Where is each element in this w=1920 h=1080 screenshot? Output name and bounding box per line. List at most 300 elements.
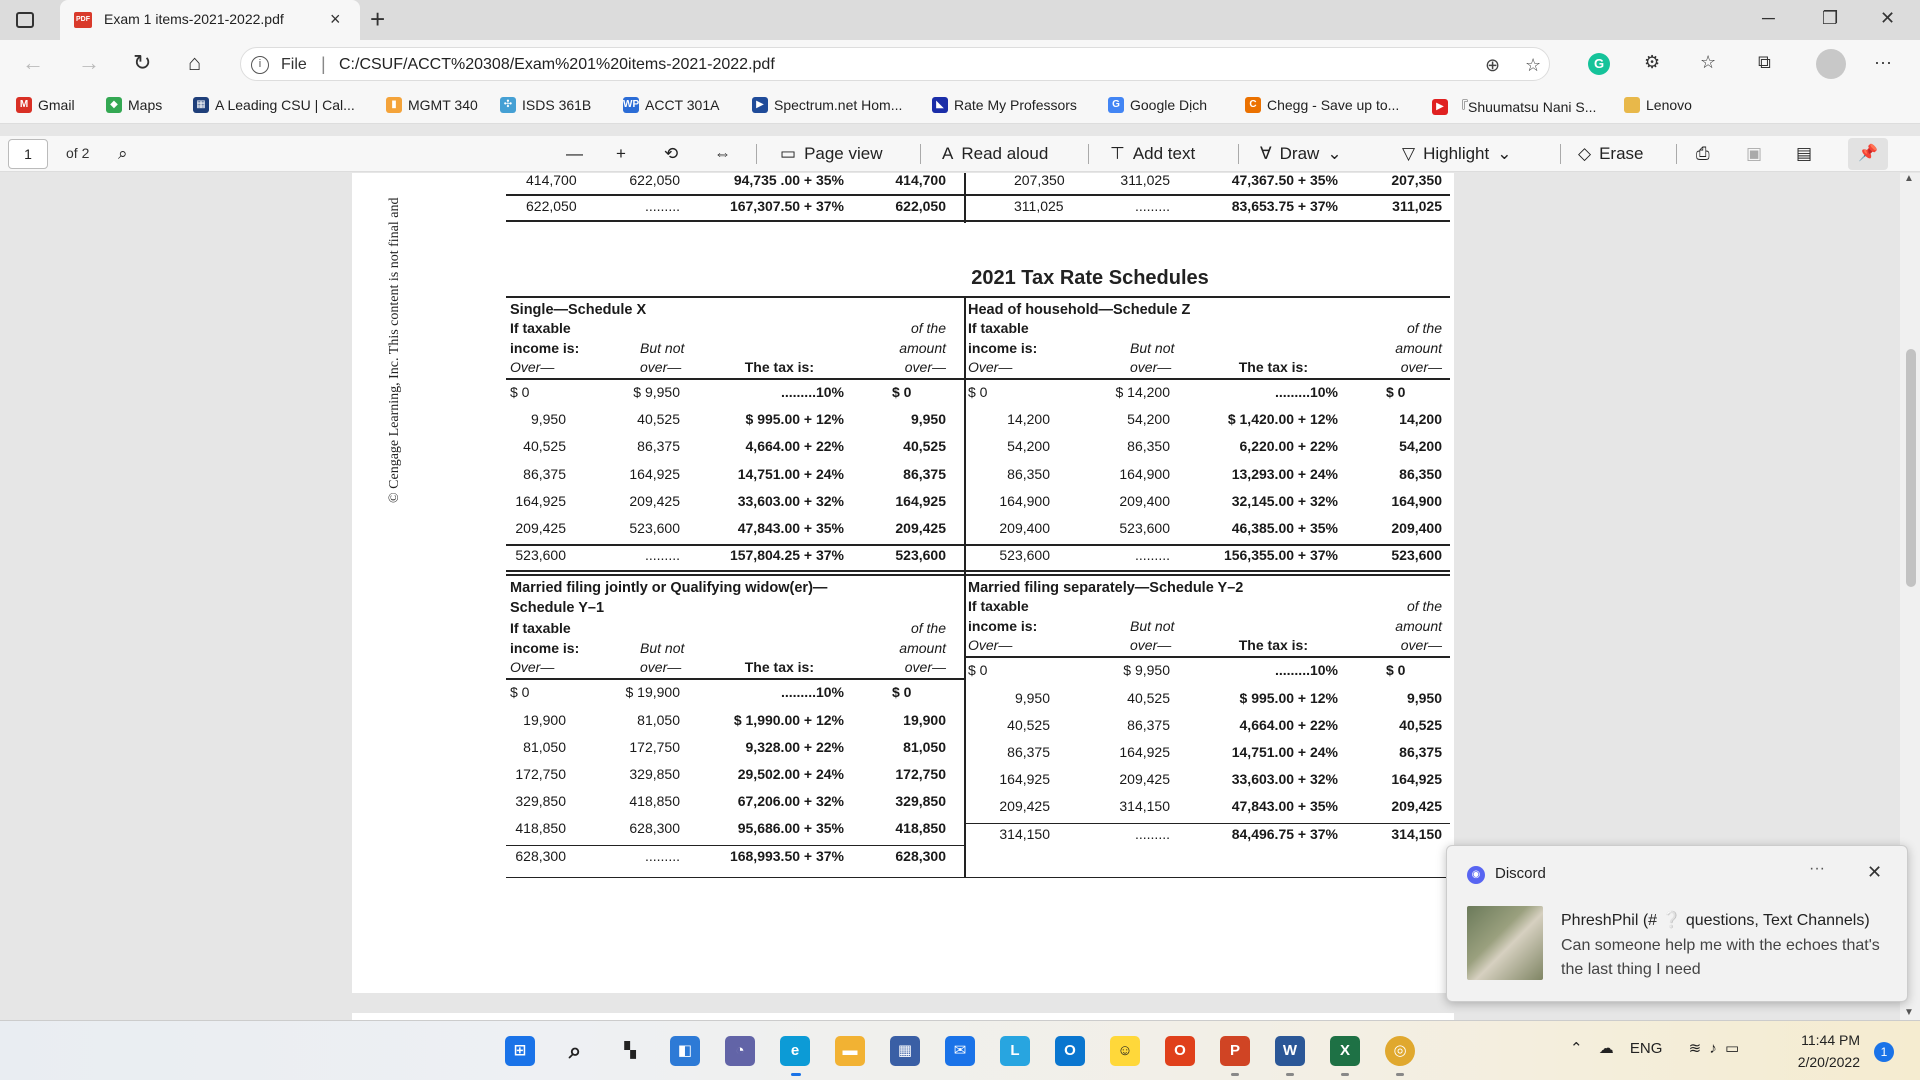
table-cell: 523,600 bbox=[1119, 520, 1170, 536]
section-rule bbox=[506, 570, 1450, 572]
battery-icon[interactable]: ▭ bbox=[1725, 1040, 1740, 1057]
pdf-file-icon: PDF bbox=[74, 12, 92, 28]
header-label: amount bbox=[1395, 618, 1442, 635]
table-cell: ......... bbox=[644, 847, 680, 864]
table-cell: 19,900 bbox=[523, 711, 566, 728]
table-divider bbox=[964, 173, 966, 223]
chevron-down-icon[interactable]: ⌄ bbox=[1327, 144, 1342, 163]
notification-badge[interactable]: 1 bbox=[1874, 1042, 1894, 1062]
erase-button[interactable] bbox=[1578, 144, 1644, 164]
table-cell: 209,425 bbox=[1119, 771, 1170, 788]
table-cell: 40,525 bbox=[523, 438, 566, 455]
table-cell: 14,200 bbox=[1399, 411, 1442, 428]
profile-avatar[interactable] bbox=[1816, 49, 1846, 79]
address-bar[interactable] bbox=[240, 47, 1550, 81]
home-icon[interactable]: ⌂ bbox=[188, 50, 202, 75]
store-icon[interactable]: ▦ bbox=[890, 1036, 920, 1066]
schedule-name: Head of household—Schedule Z bbox=[968, 302, 1191, 318]
top-row-cell: 414,700 bbox=[895, 173, 946, 188]
favorite-label: MGMT 340 bbox=[408, 97, 478, 113]
table-cell: 164,925 bbox=[895, 492, 946, 509]
gmail-icon: M bbox=[16, 97, 32, 113]
table-cell: 81,050 bbox=[523, 738, 566, 755]
favorite-label: Chegg - Save up to... bbox=[1267, 97, 1400, 113]
header-label: of the bbox=[910, 620, 946, 637]
table-cell: 86,350 bbox=[1127, 438, 1170, 455]
table-cell: 9,950 bbox=[1014, 689, 1050, 706]
table-cell: 95,686.00 + 35% bbox=[737, 820, 844, 837]
header-label: over— bbox=[640, 359, 682, 375]
draw-button[interactable] bbox=[1260, 144, 1342, 164]
table-cell: 209,425 bbox=[999, 798, 1050, 815]
table-cell: 9,950 bbox=[910, 411, 946, 428]
edge-icon[interactable]: e bbox=[780, 1036, 810, 1066]
favorite-label: Rate My Professors bbox=[954, 97, 1077, 113]
add-text-button[interactable] bbox=[1110, 144, 1195, 164]
lync-icon[interactable]: L bbox=[1000, 1036, 1030, 1066]
header-label: The tax is: bbox=[744, 659, 814, 676]
table-cell: 418,850 bbox=[629, 793, 680, 810]
favorite-label: ACCT 301A bbox=[645, 97, 720, 113]
read-aloud-button[interactable] bbox=[942, 144, 1048, 164]
table-cell: $ 0 bbox=[1386, 662, 1406, 679]
table-rule bbox=[506, 194, 1450, 196]
powerpoint-icon[interactable]: P bbox=[1220, 1036, 1250, 1066]
table-cell: $ 1,420.00 + 12% bbox=[1227, 411, 1338, 428]
table-cell: 13,293.00 + 24% bbox=[1231, 465, 1338, 482]
table-cell: $ 0 bbox=[968, 662, 988, 679]
toolbar-divider bbox=[920, 144, 921, 164]
highlight-icon: ▽ bbox=[1402, 144, 1416, 163]
table-cell: 523,600 bbox=[629, 520, 680, 536]
favorite-label: Google Dịch bbox=[1130, 97, 1208, 113]
outlook-icon[interactable]: O bbox=[1055, 1036, 1085, 1066]
header-label: But not bbox=[1130, 618, 1175, 635]
wifi-icon[interactable]: ≋ bbox=[1688, 1040, 1702, 1057]
draw-label: Draw bbox=[1279, 144, 1320, 163]
teams-chat-icon[interactable]: ◔ bbox=[725, 1036, 755, 1066]
table-cell: 47,843.00 + 35% bbox=[737, 520, 844, 536]
page-number-input[interactable]: 1 bbox=[8, 139, 48, 169]
settings-more-button[interactable]: ··· bbox=[1874, 52, 1892, 72]
header-label: amount bbox=[899, 640, 946, 657]
table-cell: 40,525 bbox=[637, 411, 680, 428]
clock-time[interactable]: 11:44 PM bbox=[1801, 1032, 1860, 1048]
favorite-google-translate[interactable] bbox=[1108, 97, 1207, 113]
table-cell: 32,145.00 + 32% bbox=[1231, 492, 1338, 509]
page-view-icon: ▭ bbox=[780, 144, 797, 163]
top-row-cell: 414,700 bbox=[526, 173, 577, 188]
top-row-cell: 207,350 bbox=[1014, 173, 1065, 188]
schedule-top-rule bbox=[506, 574, 964, 576]
tab-strip bbox=[0, 0, 1920, 40]
tab-actions-icon[interactable] bbox=[16, 12, 34, 28]
table-cell: 9,328.00 + 22% bbox=[745, 738, 844, 755]
zoom-icon[interactable]: ⊕ bbox=[1485, 55, 1501, 75]
toolbar-divider bbox=[1088, 144, 1089, 164]
add-favorite-icon[interactable]: ☆ bbox=[1525, 55, 1542, 75]
chrome-icon[interactable]: ◎ bbox=[1385, 1036, 1415, 1066]
header-label: Over— bbox=[968, 359, 1013, 375]
table-cell: $ 19,900 bbox=[625, 684, 680, 701]
widgets-icon[interactable]: ◧ bbox=[670, 1036, 700, 1066]
table-cell: 4,664.00 + 22% bbox=[745, 438, 844, 455]
table-cell: 40,525 bbox=[1007, 716, 1050, 733]
table-cell: 329,850 bbox=[515, 793, 566, 810]
scrollbar-thumb[interactable] bbox=[1906, 349, 1916, 587]
file-label: File bbox=[281, 56, 307, 73]
navigation-bar bbox=[0, 40, 1920, 88]
table-cell: 329,850 bbox=[629, 766, 680, 782]
favorite-youtube[interactable] bbox=[1432, 97, 1596, 117]
toolbar-divider bbox=[1238, 144, 1239, 164]
header-label: If taxable bbox=[968, 320, 1029, 336]
header-label: of the bbox=[910, 320, 946, 336]
table-cell: 9,950 bbox=[530, 411, 566, 428]
notification-close-button[interactable]: ✕ bbox=[1867, 862, 1883, 882]
table-cell: 314,150 bbox=[999, 825, 1050, 842]
pdf-toolbar bbox=[0, 136, 1920, 172]
top-row-cell: ......... bbox=[1134, 198, 1170, 214]
table-cell: 628,300 bbox=[515, 847, 566, 864]
header-label: The tax is: bbox=[1238, 637, 1308, 654]
table-cell: 209,425 bbox=[629, 492, 680, 509]
game-app-icon[interactable]: ☺ bbox=[1110, 1036, 1140, 1066]
row-rule bbox=[964, 544, 1450, 546]
header-label: income is: bbox=[968, 618, 1038, 635]
minimize-button[interactable]: ─ bbox=[1762, 8, 1775, 28]
row-rule bbox=[506, 845, 964, 847]
close-window-button[interactable]: ✕ bbox=[1880, 8, 1896, 28]
header-label: But not bbox=[1130, 340, 1175, 356]
search-icon[interactable]: ⌕ bbox=[118, 144, 128, 163]
header-label: Over— bbox=[510, 359, 555, 375]
table-cell: 86,375 bbox=[523, 465, 566, 482]
favorite-label: Lenovo bbox=[1646, 97, 1692, 113]
save-as-icon[interactable]: ▤ bbox=[1796, 144, 1813, 163]
top-row-cell: 47,367.50 + 35% bbox=[1231, 173, 1338, 188]
highlight-button[interactable] bbox=[1402, 144, 1511, 164]
forward-arrow-icon[interactable]: → bbox=[78, 50, 100, 75]
favorites-icon[interactable]: ☆ bbox=[1700, 52, 1717, 72]
header-label: income is: bbox=[510, 640, 580, 657]
favorite-spectrum[interactable] bbox=[752, 97, 902, 113]
schedule-name-line2: Schedule Y–1 bbox=[510, 600, 605, 617]
save-icon[interactable]: ▣ bbox=[1746, 144, 1763, 163]
table-cell: 172,750 bbox=[895, 766, 946, 782]
clock-date[interactable]: 2/20/2022 bbox=[1797, 1054, 1860, 1070]
taskbar bbox=[0, 1020, 1920, 1080]
word-icon[interactable]: W bbox=[1275, 1036, 1305, 1066]
header-label: But not bbox=[640, 340, 685, 356]
system-tray bbox=[1570, 1039, 1739, 1057]
top-row-cell: 94,735 .00 + 35% bbox=[733, 173, 844, 188]
highlight-label: Highlight bbox=[1423, 144, 1490, 163]
table-cell: 523,600 bbox=[895, 547, 946, 564]
table-cell: $ 0 bbox=[968, 384, 988, 400]
pin-toolbar-icon[interactable]: 📌 bbox=[1848, 138, 1888, 170]
row-rule bbox=[506, 544, 964, 546]
rotate-icon[interactable]: ⟲ bbox=[664, 144, 679, 163]
rmp-icon: ◣ bbox=[932, 97, 948, 113]
table-divider bbox=[964, 574, 966, 876]
table-cell: 628,300 bbox=[895, 847, 946, 864]
extensions-icon[interactable]: ⚙ bbox=[1644, 52, 1661, 72]
discord-notification[interactable] bbox=[1446, 845, 1908, 1002]
header-label: over— bbox=[1400, 637, 1442, 654]
table-cell: 172,750 bbox=[629, 738, 680, 755]
start-icon[interactable]: ⊞ bbox=[505, 1036, 535, 1066]
table-cell: 164,900 bbox=[999, 492, 1050, 509]
table-cell: $ 0 bbox=[892, 384, 912, 400]
table-cell: $ 995.00 + 12% bbox=[1239, 689, 1338, 706]
header-rule bbox=[964, 378, 1450, 380]
table-cell: 14,751.00 + 24% bbox=[1231, 744, 1338, 760]
toolbar-divider bbox=[756, 144, 757, 164]
notification-body: Can someone help me with the echoes that's the last thing I need bbox=[1561, 937, 1880, 978]
read-aloud-label: Read aloud bbox=[961, 144, 1049, 163]
notification-app-name: Discord bbox=[1495, 865, 1546, 882]
edge-active-indicator bbox=[791, 1073, 801, 1076]
add-text-icon: ⊤ bbox=[1110, 144, 1125, 163]
scroll-up-icon[interactable]: ▲ bbox=[1904, 173, 1914, 184]
table-cell: 81,050 bbox=[637, 711, 680, 728]
table-cell: 209,425 bbox=[895, 520, 946, 536]
add-text-label: Add text bbox=[1132, 144, 1196, 163]
table-cell: 314,150 bbox=[1391, 825, 1442, 842]
favorite-folder[interactable] bbox=[1624, 97, 1692, 113]
url-separator: | bbox=[321, 54, 326, 74]
restore-button[interactable]: ❐ bbox=[1822, 8, 1839, 28]
favorite-gmail[interactable] bbox=[16, 97, 75, 113]
page-view-button[interactable] bbox=[780, 144, 883, 164]
header-rule bbox=[506, 378, 964, 380]
table-cell: $ 0 bbox=[892, 684, 912, 701]
table-cell: 209,400 bbox=[999, 520, 1050, 536]
favorite-label: Gmail bbox=[38, 97, 75, 113]
schedule-name: Married filing jointly or Qualifying widow(er)— bbox=[510, 580, 828, 597]
favorite-label: A Leading CSU | Cal... bbox=[215, 97, 355, 113]
back-arrow-icon[interactable]: ← bbox=[22, 50, 44, 75]
table-cell: 418,850 bbox=[895, 820, 946, 837]
header-label: amount bbox=[899, 340, 946, 356]
table-cell: 209,425 bbox=[515, 520, 566, 536]
table-cell: 209,425 bbox=[1391, 798, 1442, 815]
office-icon[interactable]: O bbox=[1165, 1036, 1195, 1066]
schedule-top-rule bbox=[506, 296, 964, 298]
schedule-top-rule bbox=[964, 296, 1450, 298]
favorite-label: Maps bbox=[128, 97, 163, 113]
table-cell: $ 9,950 bbox=[633, 384, 680, 400]
google-translate-icon: G bbox=[1108, 97, 1124, 113]
draw-icon: ∀ bbox=[1260, 144, 1272, 163]
table-cell: 14,200 bbox=[1007, 411, 1050, 428]
header-label: over— bbox=[1130, 637, 1172, 654]
table-cell: 46,385.00 + 35% bbox=[1231, 520, 1338, 536]
table-cell: $ 0 bbox=[1386, 384, 1406, 400]
refresh-icon[interactable]: ↻ bbox=[133, 50, 152, 75]
zoom-in-button[interactable]: + bbox=[616, 144, 626, 163]
fit-width-icon[interactable]: ⇔ bbox=[714, 144, 731, 163]
table-cell: 86,375 bbox=[1007, 744, 1050, 760]
search-icon[interactable]: ⌕ bbox=[568, 1038, 582, 1063]
table-cell: 172,750 bbox=[515, 766, 566, 782]
table-cell: 164,925 bbox=[1391, 771, 1442, 788]
table-cell: 523,600 bbox=[515, 547, 566, 564]
table-cell: 156,355.00 + 37% bbox=[1223, 547, 1338, 564]
table-cell: 6,220.00 + 22% bbox=[1239, 438, 1338, 455]
info-icon[interactable]: i bbox=[251, 56, 269, 74]
notification-more-button[interactable]: ··· bbox=[1809, 860, 1825, 877]
table-cell: ......... bbox=[644, 547, 680, 564]
volume-icon[interactable]: ♪ bbox=[1709, 1040, 1717, 1057]
table-cell: ......... bbox=[1134, 825, 1170, 842]
table-cell: 19,900 bbox=[903, 711, 946, 728]
favorite-bookmark[interactable] bbox=[386, 97, 478, 113]
tab-close-button[interactable]: × bbox=[330, 9, 341, 29]
table-cell: 40,525 bbox=[903, 438, 946, 455]
excel-icon[interactable]: X bbox=[1330, 1036, 1360, 1066]
print-icon[interactable]: ⎙ bbox=[1696, 144, 1710, 163]
top-row-cell: 311,025 bbox=[1120, 173, 1170, 188]
favorite-chegg[interactable] bbox=[1245, 97, 1399, 113]
bottom-rule bbox=[506, 877, 1450, 879]
header-label: If taxable bbox=[510, 620, 571, 637]
table-cell: 86,375 bbox=[1127, 716, 1170, 733]
header-label: over— bbox=[1400, 359, 1442, 375]
table-cell: 329,850 bbox=[895, 793, 946, 810]
task-view-icon[interactable]: ▚ bbox=[624, 1042, 636, 1059]
table-cell: .........10% bbox=[1274, 384, 1338, 400]
csuf-icon: ▦ bbox=[193, 97, 209, 113]
header-label: If taxable bbox=[968, 598, 1029, 615]
read-aloud-icon: A bbox=[942, 144, 954, 163]
wp-icon: WP bbox=[623, 97, 639, 113]
onedrive-icon[interactable]: ☁ bbox=[1598, 1040, 1614, 1057]
favorite-maps[interactable] bbox=[106, 97, 162, 113]
table-cell: 9,950 bbox=[1406, 689, 1442, 706]
url-text[interactable]: C:/CSUF/ACCT%20308/Exam%201%20items-2021-2022.pdf bbox=[339, 56, 775, 73]
schedule-name: Married filing separately—Schedule Y–2 bbox=[968, 580, 1244, 597]
top-row-cell: 83,653.75 + 37% bbox=[1231, 198, 1338, 214]
grammarly-icon[interactable]: G bbox=[1588, 53, 1610, 75]
table-cell: 164,925 bbox=[515, 492, 566, 509]
table-cell: $ 0 bbox=[510, 684, 530, 701]
header-label: income is: bbox=[968, 340, 1038, 356]
table-cell: 86,350 bbox=[1399, 465, 1442, 482]
maps-icon: ◆ bbox=[106, 97, 122, 113]
header-label: over— bbox=[904, 659, 946, 676]
chevron-down-icon[interactable]: ⌄ bbox=[1497, 144, 1512, 163]
table-cell: 523,600 bbox=[1391, 547, 1442, 564]
mail-icon[interactable]: ✉ bbox=[945, 1036, 975, 1066]
toolbar-divider bbox=[1676, 144, 1677, 164]
top-row-cell: ......... bbox=[644, 198, 680, 214]
table-cell: 33,603.00 + 32% bbox=[737, 492, 844, 509]
table-cell: 67,206.00 + 32% bbox=[737, 793, 844, 810]
favorite-label: ISDS 361B bbox=[522, 97, 592, 113]
favorite-isds[interactable] bbox=[500, 97, 591, 113]
top-row-cell: 622,050 bbox=[629, 173, 680, 188]
header-label: Over— bbox=[968, 637, 1013, 654]
table-cell: .........10% bbox=[1274, 662, 1338, 679]
table-cell: 418,850 bbox=[515, 820, 566, 837]
copyright-notice: © Cengage Learning, Inc. This content is not final and bbox=[387, 197, 402, 503]
chevron-up-icon[interactable]: ⌃ bbox=[1570, 1040, 1583, 1057]
table-cell: 628,300 bbox=[629, 820, 680, 837]
favorite-rmp[interactable] bbox=[932, 97, 1077, 113]
table-cell: 4,664.00 + 22% bbox=[1239, 716, 1338, 733]
table-cell: .........10% bbox=[780, 684, 844, 701]
browser-tab[interactable] bbox=[60, 0, 360, 40]
running-indicator bbox=[1286, 1073, 1294, 1076]
erase-label: Erase bbox=[1599, 144, 1644, 163]
header-rule bbox=[506, 678, 964, 680]
header-label: amount bbox=[1395, 340, 1442, 356]
table-cell: $ 14,200 bbox=[1115, 384, 1170, 400]
table-cell: 54,200 bbox=[1127, 411, 1170, 428]
eraser-icon: ◇ bbox=[1578, 144, 1592, 163]
file-explorer-icon[interactable]: ▬ bbox=[835, 1036, 865, 1066]
table-cell: $ 1,990.00 + 12% bbox=[733, 711, 844, 728]
header-label: over— bbox=[1130, 359, 1172, 375]
discord-icon: ◉ bbox=[1467, 866, 1485, 884]
table-cell: 86,375 bbox=[903, 465, 946, 482]
scroll-down-icon[interactable]: ▼ bbox=[1904, 1007, 1914, 1018]
spectrum-icon: ▶ bbox=[752, 97, 768, 113]
favorite-wp[interactable] bbox=[623, 97, 719, 113]
language-indicator[interactable]: ENG bbox=[1629, 1040, 1663, 1057]
favorite-csuf[interactable] bbox=[193, 97, 355, 113]
table-cell: 164,900 bbox=[1391, 492, 1442, 509]
header-label: If taxable bbox=[510, 320, 571, 336]
new-tab-button[interactable]: + bbox=[370, 4, 386, 34]
table-cell: ......... bbox=[1134, 547, 1170, 564]
running-indicator bbox=[1341, 1073, 1349, 1076]
table-cell: 164,900 bbox=[1119, 465, 1170, 482]
collections-icon[interactable]: ⧉ bbox=[1758, 52, 1771, 72]
header-label: of the bbox=[1406, 598, 1442, 615]
table-cell: 314,150 bbox=[1119, 798, 1170, 815]
zoom-out-button[interactable]: — bbox=[566, 144, 583, 163]
table-cell: 164,925 bbox=[629, 465, 680, 482]
table-cell: 40,525 bbox=[1399, 716, 1442, 733]
table-cell: $ 9,950 bbox=[1123, 662, 1170, 679]
table-cell: 14,751.00 + 24% bbox=[737, 465, 844, 482]
pdf-page-2 bbox=[352, 1013, 1454, 1020]
favorite-label: 『Shuumatsu Nani S... bbox=[1454, 99, 1597, 115]
table-cell: 84,496.75 + 37% bbox=[1231, 825, 1338, 842]
running-indicator bbox=[1396, 1073, 1404, 1076]
header-label: over— bbox=[640, 659, 682, 676]
top-row-cell: 311,025 bbox=[1014, 198, 1064, 214]
table-cell: 523,600 bbox=[999, 547, 1050, 564]
top-row-cell: 622,050 bbox=[895, 198, 946, 214]
header-rule bbox=[964, 656, 1450, 658]
top-row-cell: 207,350 bbox=[1391, 173, 1442, 188]
table-rule bbox=[506, 220, 1450, 222]
table-cell: 54,200 bbox=[1399, 438, 1442, 455]
table-cell: 209,400 bbox=[1391, 520, 1442, 536]
pdf-page bbox=[352, 173, 1454, 993]
table-cell: 86,375 bbox=[637, 438, 680, 455]
header-label: income is: bbox=[510, 340, 580, 356]
table-cell: 86,375 bbox=[1399, 744, 1442, 760]
page-total: of 2 bbox=[66, 145, 90, 161]
table-cell: $ 995.00 + 12% bbox=[745, 411, 844, 428]
header-label: The tax is: bbox=[1238, 359, 1308, 375]
header-label: over— bbox=[904, 359, 946, 375]
